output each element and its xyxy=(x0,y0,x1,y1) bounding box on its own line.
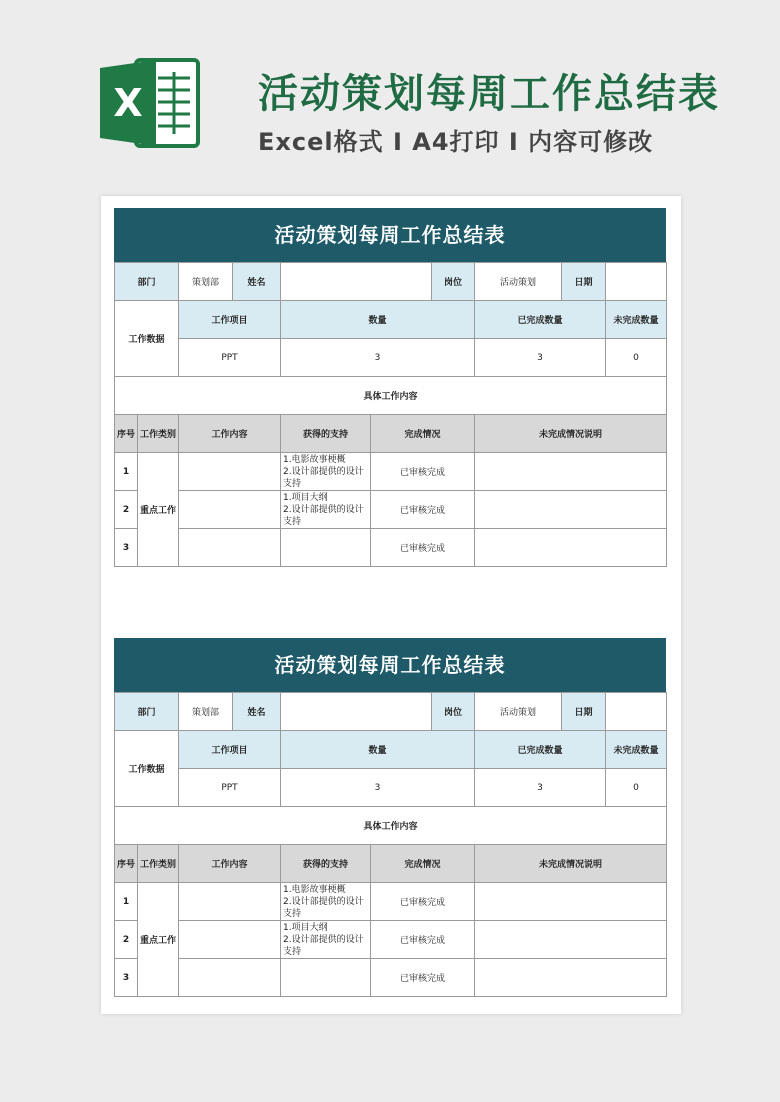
work-data-cell[interactable]: 3 xyxy=(475,769,606,807)
dept-value[interactable]: 策划部 xyxy=(179,693,233,730)
support-cell[interactable] xyxy=(281,959,371,997)
status-cell[interactable]: 已审核完成 xyxy=(371,453,475,491)
row-number: 3 xyxy=(115,529,138,567)
detail-header: 工作类别 xyxy=(138,845,179,883)
logo-letter: X xyxy=(113,81,143,125)
date-label: 日期 xyxy=(562,693,606,731)
work-content-cell[interactable] xyxy=(179,883,281,921)
name-label: 姓名 xyxy=(233,263,280,300)
row-number: 1 xyxy=(115,453,138,491)
status-cell[interactable]: 已审核完成 xyxy=(371,491,475,529)
detail-header: 完成情况 xyxy=(371,845,475,883)
work-category: 重点工作 xyxy=(138,453,179,567)
status-cell[interactable]: 已审核完成 xyxy=(371,959,475,997)
detail-header: 序号 xyxy=(115,415,138,453)
post-label: 岗位 xyxy=(432,693,475,731)
work-content-cell[interactable] xyxy=(179,453,281,491)
work-data-header: 工作项目 xyxy=(179,301,281,339)
page-header xyxy=(0,0,780,190)
page-title: 活动策划每周工作总结表 xyxy=(258,71,720,117)
detail-header: 工作内容 xyxy=(179,845,281,883)
detail-header: 序号 xyxy=(115,845,138,883)
summary-table xyxy=(114,692,667,997)
work-data-cell[interactable]: PPT xyxy=(179,339,281,377)
support-cell[interactable]: 1.项目大纲 2.设计部提供的设计支持 xyxy=(281,921,371,959)
support-cell[interactable]: 1.电影故事梗概 2.设计部提供的设计支持 xyxy=(281,883,371,921)
post-value[interactable]: 活动策划 xyxy=(475,263,562,301)
work-category: 重点工作 xyxy=(138,883,179,997)
date-value[interactable] xyxy=(606,263,667,301)
summary-sheet xyxy=(114,208,666,567)
detail-header: 未完成情况说明 xyxy=(475,415,667,453)
work-data-header: 数量 xyxy=(281,301,475,339)
dept-label: 部门 xyxy=(115,263,179,301)
note-cell[interactable] xyxy=(475,921,667,959)
note-cell[interactable] xyxy=(475,883,667,921)
dept-value[interactable]: 策划部 xyxy=(179,263,233,300)
detail-heading: 具体工作内容 xyxy=(115,807,667,845)
work-data-header: 工作项目 xyxy=(179,731,281,769)
row-number: 2 xyxy=(115,491,138,529)
work-data-header: 未完成数量 xyxy=(606,301,667,339)
work-data-cell[interactable]: 0 xyxy=(606,339,667,377)
date-value[interactable] xyxy=(606,693,667,731)
date-label: 日期 xyxy=(562,263,606,301)
row-number: 3 xyxy=(115,959,138,997)
work-data-cell[interactable]: 3 xyxy=(281,339,475,377)
work-data-cell[interactable]: 3 xyxy=(281,769,475,807)
note-cell[interactable] xyxy=(475,529,667,567)
work-content-cell[interactable] xyxy=(179,529,281,567)
support-cell[interactable]: 1.项目大纲 2.设计部提供的设计支持 xyxy=(281,491,371,529)
detail-header: 工作内容 xyxy=(179,415,281,453)
status-cell[interactable]: 已审核完成 xyxy=(371,883,475,921)
post-label: 岗位 xyxy=(432,263,475,301)
name-value[interactable] xyxy=(281,693,432,731)
note-cell[interactable] xyxy=(475,453,667,491)
detail-header: 未完成情况说明 xyxy=(475,845,667,883)
note-cell[interactable] xyxy=(475,491,667,529)
support-cell[interactable]: 1.电影故事梗概 2.设计部提供的设计支持 xyxy=(281,453,371,491)
post-value[interactable]: 活动策划 xyxy=(475,693,562,731)
row-number: 2 xyxy=(115,921,138,959)
name-value[interactable] xyxy=(281,263,432,301)
dept-label: 部门 xyxy=(115,693,179,731)
status-cell[interactable]: 已审核完成 xyxy=(371,529,475,567)
excel-logo-icon xyxy=(98,56,202,150)
work-data-header: 已完成数量 xyxy=(475,301,606,339)
support-cell[interactable] xyxy=(281,529,371,567)
status-cell[interactable]: 已审核完成 xyxy=(371,921,475,959)
work-data-cell[interactable]: 0 xyxy=(606,769,667,807)
note-cell[interactable] xyxy=(475,959,667,997)
work-data-label: 工作数据 xyxy=(115,731,179,807)
work-content-cell[interactable] xyxy=(179,921,281,959)
work-data-header: 已完成数量 xyxy=(475,731,606,769)
work-data-cell[interactable]: 3 xyxy=(475,339,606,377)
work-data-label: 工作数据 xyxy=(115,301,179,377)
detail-header: 获得的支持 xyxy=(281,415,371,453)
detail-header: 工作类别 xyxy=(138,415,179,453)
detail-header: 获得的支持 xyxy=(281,845,371,883)
row-number: 1 xyxy=(115,883,138,921)
name-label: 姓名 xyxy=(233,693,280,730)
page-subtitle: Excel格式 I A4打印 I 内容可修改 xyxy=(258,128,654,156)
work-data-header: 数量 xyxy=(281,731,475,769)
summary-table xyxy=(114,262,667,567)
summary-sheet xyxy=(114,638,666,997)
detail-heading: 具体工作内容 xyxy=(115,377,667,415)
work-data-header: 未完成数量 xyxy=(606,731,667,769)
detail-header: 完成情况 xyxy=(371,415,475,453)
work-content-cell[interactable] xyxy=(179,491,281,529)
work-content-cell[interactable] xyxy=(179,959,281,997)
work-data-cell[interactable]: PPT xyxy=(179,769,281,807)
sheet-title: 活动策划每周工作总结表 xyxy=(114,208,666,262)
sheet-title: 活动策划每周工作总结表 xyxy=(114,638,666,692)
